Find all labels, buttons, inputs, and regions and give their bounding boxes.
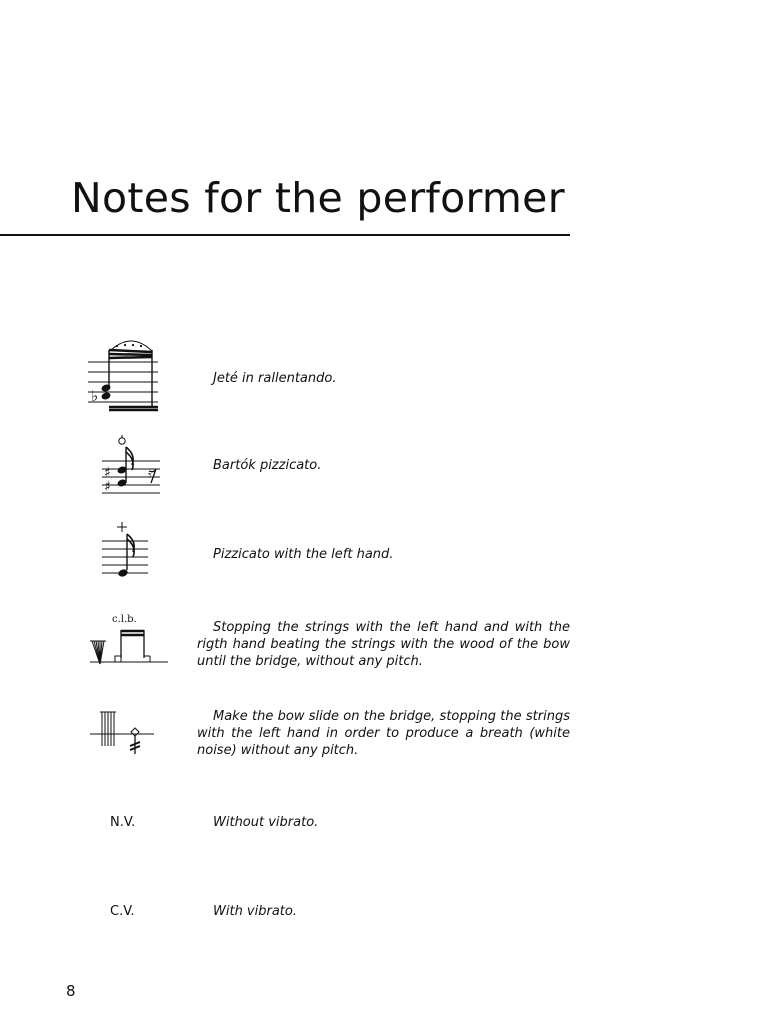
svg-text:♯: ♯: [104, 479, 111, 495]
bow-on-bridge-icon: [88, 710, 162, 758]
title-underline: [0, 234, 570, 236]
nv-abbreviation: N.V.: [110, 815, 136, 830]
bartok-pizzicato-icon: [96, 433, 166, 499]
col-legno-battuto-icon: [88, 610, 170, 670]
jete-rallentando-icon: [86, 335, 164, 415]
svg-text:𝄾: 𝄾: [148, 468, 152, 484]
page-title: Notes for the performer: [71, 174, 565, 222]
page-number: 8: [66, 982, 76, 1000]
note-description: Bartók pizzicato.: [213, 458, 322, 473]
note-description: Without vibrato.: [213, 815, 319, 830]
svg-text:♯: ♯: [104, 465, 111, 481]
note-description: Make the bow slide on the bridge, stopping the strings with the left hand in order to produce a breath (white noise) without any pitch.: [197, 709, 570, 758]
clb-label: c.l.b.: [112, 614, 137, 625]
left-hand-pizzicato-icon: [96, 520, 156, 582]
note-description: Pizzicato with the left hand.: [213, 547, 394, 562]
cv-abbreviation: C.V.: [110, 904, 135, 919]
note-description: With vibrato.: [213, 904, 297, 919]
svg-text:♭: ♭: [91, 387, 99, 405]
note-description: Stopping the strings with the left hand and with the rigth hand beating the strings with the wood of the bow until the bridge, without any pitch.: [197, 620, 570, 669]
note-description: Jeté in rallentando.: [213, 371, 337, 386]
